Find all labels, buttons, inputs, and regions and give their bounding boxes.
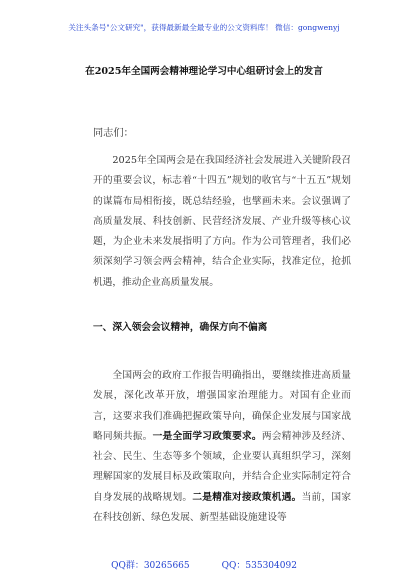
header-banner: 关注头条号"公文研究"，获得最新最全最专业的公文资料库！ 微信：gongwenyj: [68, 23, 340, 32]
footer-contacts: [0, 558, 408, 571]
paragraph-text: 全国两会的政府工作报告明确指出，要继续推进高质量发展，深化改革开放，增强国家治理能力。对国有企业而言，这要求我们准确把握政策导向，确保企业发展与国家战略同频共振。: [93, 370, 351, 442]
paragraph-section-1: [93, 366, 351, 556]
bold-point-2: 二是精准对接政策机遇。: [192, 491, 302, 503]
qq-group-number: QQ群：30265665: [111, 561, 190, 571]
document-title: 在2025年全国两会精神理论学习中心组研讨会上的发言: [85, 66, 323, 77]
section-heading-1: 一、深入领会会议精神，确保方向不偏离: [93, 322, 268, 333]
bold-point-1: 一是全面学习政策要求。: [152, 430, 262, 442]
salutation: 同志们：: [93, 128, 134, 139]
paragraph-intro: 2025年全国两会是在我国经济社会发展进入关键阶段召开的重要会议，标志着“十四五”规划的收官与“十五五”规划的谋篇布局相衔接，既总结经验，也擘画未来。会议强调了高质量发展、科技创新、民营经济发展、产业升级等核心议题，为企业未来发展指明了方向。作为公司管理者，我们必须深刻学习领会两会精神，结合企业实际，找准定位，抢抓机遇，推动企业高质量发展。: [93, 155, 351, 288]
paragraph-text: 当前，国家在科技创新、绿色发展、新型基础设施建设等: [93, 491, 351, 524]
qq-number: QQ：535304092: [221, 561, 297, 571]
paragraph-text: 两会精神涉及经济、社会、民生、生态等多个领域，企业要认真组织学习，深刻理解国家的发展目标及政策取向，并结合企业实际制定符合自身发展的战略规划。: [93, 430, 351, 503]
